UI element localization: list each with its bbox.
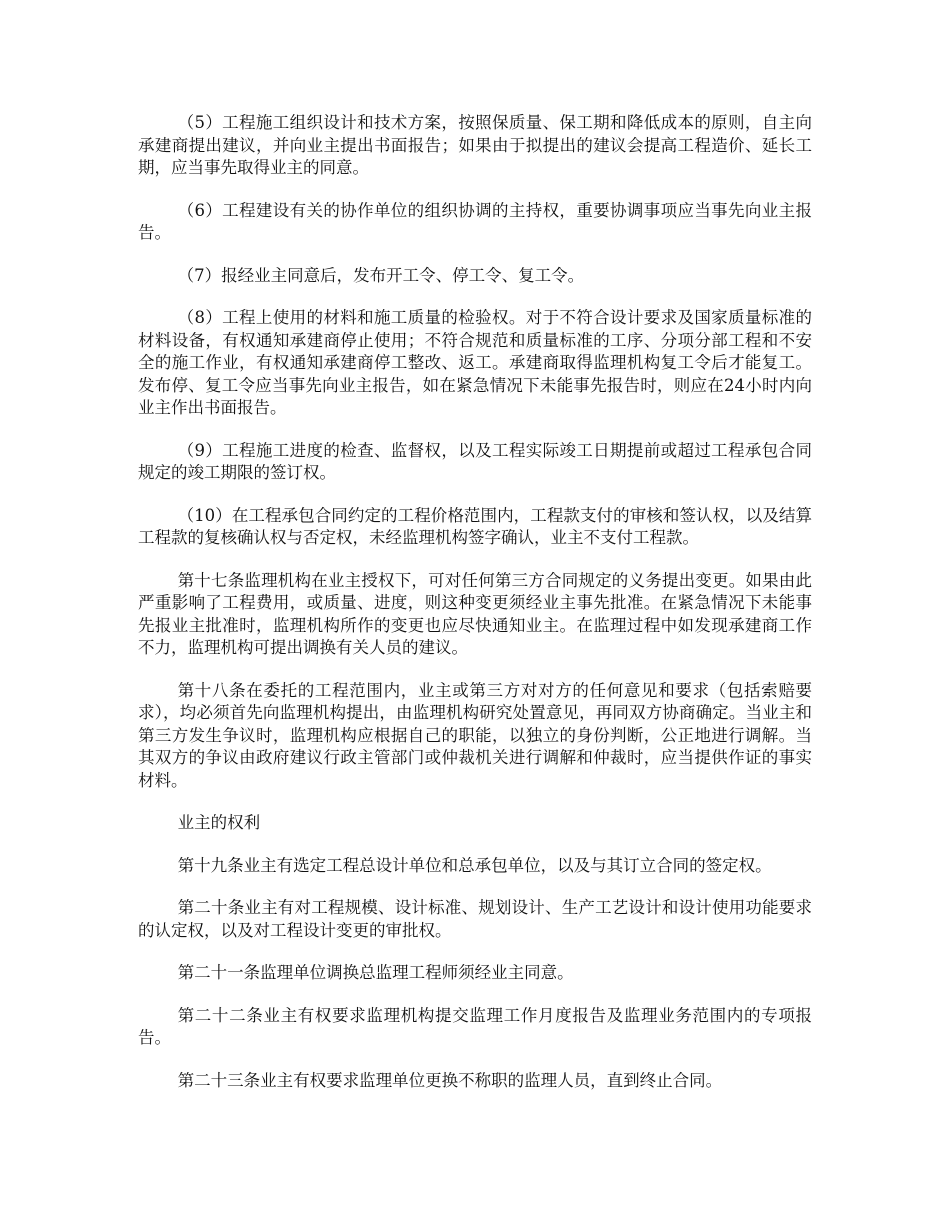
paragraph-article-23: 第二十三条业主有权要求监理单位更换不称职的监理人员，直到终止合同。 xyxy=(177,1070,723,1090)
paragraph-article-17: 第十七条监理机构在业主授权下，可对任何第三方合同规定的义务提出变更。如果由此严重影响了工程费用，或质量、进度，则这种变更须经业主事先批准。在紧急情况下未能事先报业主批准时，监理机构所作的变更也应尽快通知业主。在监理过程中如发现承建商工作不力，监理机构可提出调换有关人员的建议。 xyxy=(138,570,812,657)
paragraph-article-19: 第十九条业主有选定工程总设计单位和总承包单位，以及与其订立合同的签定权。 xyxy=(177,855,772,875)
paragraph-item-6: （6）工程建设有关的协作单位的组织协调的主持权，重要协调事项应当事先向业主报告。 xyxy=(138,200,812,242)
paragraph-item-7: （7）报经业主同意后，发布开工令、停工令、复工令。 xyxy=(177,265,585,285)
paragraph-article-21: 第二十一条监理单位调换总监理工程师须经业主同意。 xyxy=(177,963,574,982)
paragraph-item-10: （10）在工程承包合同约定的工程价格范围内，工程款支付的审核和签认权，以及结算工程款的复核确认权与否定权，未经监理机构签字确认，业主不支付工程款。 xyxy=(138,505,812,547)
section-heading-owner-rights: 业主的权利 xyxy=(177,813,261,832)
paragraph-article-22: 第二十二条业主有权要求监理机构提交监理工作月度报告及监理业务范围内的专项报告。 xyxy=(138,1005,812,1047)
paragraph-item-5: （5）工程施工组织设计和技术方案，按照保质量、保工期和降低成本的原则，自主向承建商提出建议，并向业主提出书面报告；如果由于拟提出的建议会提高工程造价、延长工期，应当事先取得业主的同意。 xyxy=(138,113,812,177)
paragraph-article-20: 第二十条业主有对工程规模、设计标准、规划设计、生产工艺设计和设计使用功能要求的认定权，以及对工程设计变更的审批权。 xyxy=(138,898,812,940)
paragraph-item-8: （8）工程上使用的材料和施工质量的检验权。对于不符合设计要求及国家质量标准的材料设备，有权通知承建商停止使用；不符合规范和质量标准的工序、分项分部工程和不安全的施工作业，有权通知承建商停工整改、返工。承建商取得监理机构复工令后才能复工。发布停、复工令应当事先向业主报告，如在紧急情况下未能事先报告时，则应在24小时内向业主作出书面报告。 xyxy=(138,308,812,417)
paragraph-article-18: 第十八条在委托的工程范围内，业主或第三方对对方的任何意见和要求（包括索赔要求），均必须首先向监理机构提出，由监理机构研究处置意见，再同双方协商确定。当业主和第三方发生争议时，监理机构应根据自己的职能，以独立的身份判断，公正地进行调解。当其双方的争议由政府建议行政主管部门或仲裁机关进行调解和仲裁时，应当提供作证的事实材料。 xyxy=(138,680,812,790)
paragraph-item-9: （9）工程施工进度的检查、监督权，以及工程实际竣工日期提前或超过工程承包合同规定的竣工期限的签订权。 xyxy=(138,440,812,482)
